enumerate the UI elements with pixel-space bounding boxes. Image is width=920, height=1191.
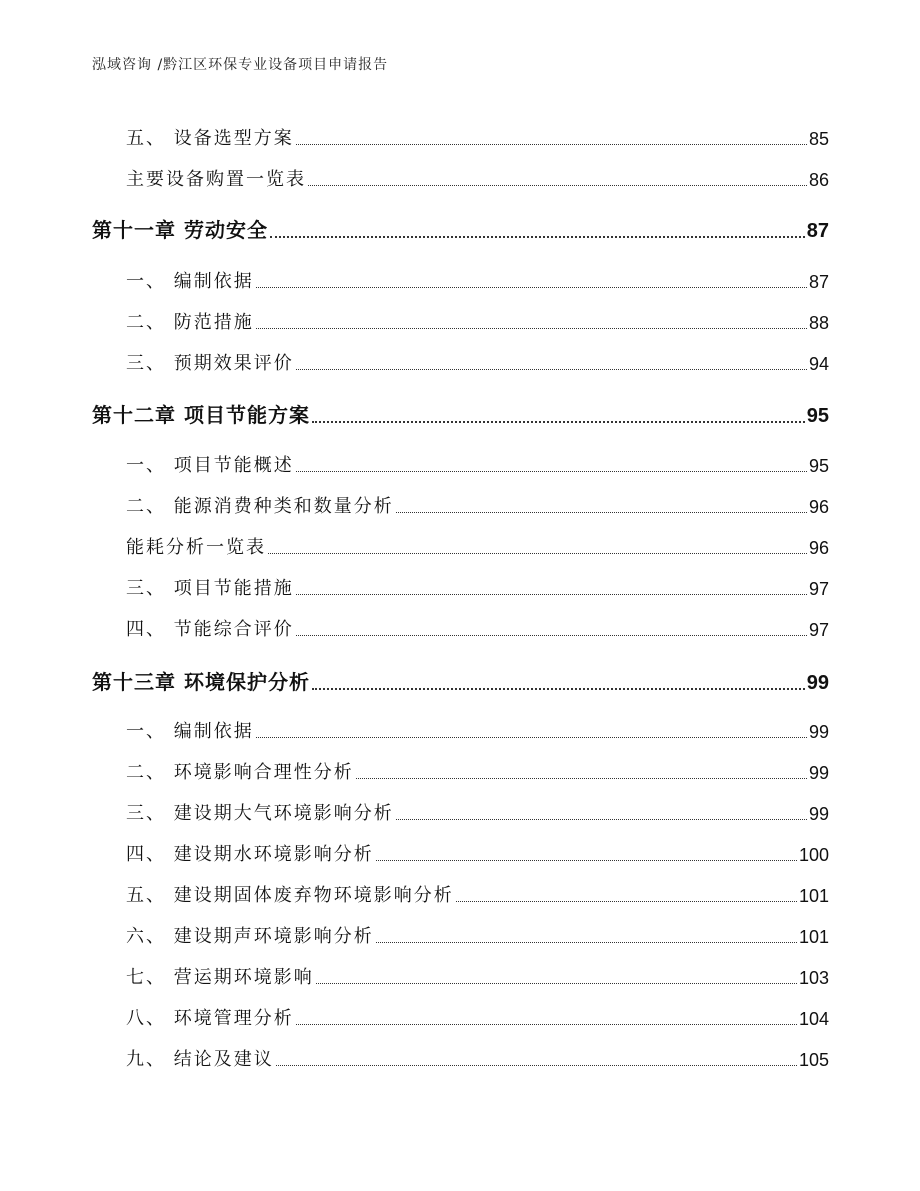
toc-entry-label: 六、 建设期声环境影响分析 xyxy=(126,926,374,947)
toc-leader-dots xyxy=(456,901,797,902)
toc-leader-dots xyxy=(270,236,805,238)
toc-leader-dots xyxy=(296,1024,797,1025)
toc-entry[interactable] xyxy=(126,492,829,518)
toc-entry[interactable] xyxy=(126,799,829,825)
toc-entry[interactable] xyxy=(126,349,829,375)
toc-leader-dots xyxy=(276,1065,797,1066)
toc-entry-page: 97 xyxy=(808,620,829,640)
toc-entry-label: 三、 项目节能措施 xyxy=(126,578,294,599)
toc-entry-page: 100 xyxy=(798,845,829,865)
toc-leader-dots xyxy=(256,737,807,738)
toc-entry-label: 四、 节能综合评价 xyxy=(126,619,294,640)
toc-leader-dots xyxy=(312,688,805,690)
toc-entry-page: 103 xyxy=(798,968,829,988)
toc-chapter-entry[interactable] xyxy=(92,214,829,243)
toc-entry[interactable] xyxy=(126,717,829,743)
toc-entry-label: 二、 能源消费种类和数量分析 xyxy=(126,496,394,517)
toc-entry-label: 四、 建设期水环境影响分析 xyxy=(126,844,374,865)
toc-entry-label: 五、 建设期固体废弃物环境影响分析 xyxy=(126,885,454,906)
toc-entry-label: 一、 项目节能概述 xyxy=(126,455,294,476)
toc-entry[interactable] xyxy=(126,451,829,477)
toc-leader-dots xyxy=(296,471,807,472)
toc-chapter-page: 87 xyxy=(806,220,829,242)
toc-entry[interactable] xyxy=(126,165,829,191)
toc-entry-label: 二、 环境影响合理性分析 xyxy=(126,762,354,783)
toc-chapter-page: 99 xyxy=(806,672,829,694)
toc-entry-page: 99 xyxy=(808,763,829,783)
toc-entry[interactable] xyxy=(126,963,829,989)
toc-leader-dots xyxy=(268,553,807,554)
toc-entry-label: 九、 结论及建议 xyxy=(126,1049,274,1070)
toc-entry-page: 86 xyxy=(808,170,829,190)
toc-leader-dots xyxy=(296,635,807,636)
toc-entry-page: 85 xyxy=(808,129,829,149)
toc-entry-label: 三、 预期效果评价 xyxy=(126,353,294,374)
toc-entry-page: 104 xyxy=(798,1009,829,1029)
toc-entry-page: 96 xyxy=(808,497,829,517)
toc-entry-page: 101 xyxy=(798,927,829,947)
toc-entry[interactable] xyxy=(126,615,829,641)
toc-chapter-label: 第十三章 环境保护分析 xyxy=(92,670,310,694)
toc-leader-dots xyxy=(296,144,807,145)
toc-entry[interactable] xyxy=(126,758,829,784)
toc-entry-page: 99 xyxy=(808,722,829,742)
toc-leader-dots xyxy=(312,421,805,423)
toc-entry-label: 一、 编制依据 xyxy=(126,721,254,742)
toc-entry-label: 五、 设备选型方案 xyxy=(126,128,294,149)
toc-entry-page: 101 xyxy=(798,886,829,906)
toc-leader-dots xyxy=(376,860,797,861)
toc-entry[interactable] xyxy=(126,922,829,948)
toc-entry[interactable] xyxy=(126,1004,829,1030)
toc-entry-label: 七、 营运期环境影响 xyxy=(126,967,314,988)
toc-entry-label: 二、 防范措施 xyxy=(126,312,254,333)
toc-entry[interactable] xyxy=(126,533,829,559)
toc-leader-dots xyxy=(356,778,807,779)
toc-leader-dots xyxy=(296,594,807,595)
toc-entry-label: 八、 环境管理分析 xyxy=(126,1008,294,1029)
toc-chapter-page: 95 xyxy=(806,405,829,427)
toc-leader-dots xyxy=(316,983,797,984)
toc-entry[interactable] xyxy=(126,308,829,334)
toc-leader-dots xyxy=(256,328,807,329)
toc-leader-dots xyxy=(396,819,807,820)
toc-entry[interactable] xyxy=(126,840,829,866)
toc-entry-page: 105 xyxy=(798,1050,829,1070)
toc-entry-page: 97 xyxy=(808,579,829,599)
running-header: 泓域咨询 /黔江区环保专业设备项目申请报告 xyxy=(92,57,389,73)
toc-leader-dots xyxy=(376,942,797,943)
toc-leader-dots xyxy=(256,287,807,288)
toc-entry-label: 一、 编制依据 xyxy=(126,271,254,292)
toc-entry[interactable] xyxy=(126,124,829,150)
toc-entry-page: 88 xyxy=(808,313,829,333)
toc-entry-label: 主要设备购置一览表 xyxy=(126,169,306,190)
toc-entry-page: 95 xyxy=(808,456,829,476)
toc-chapter-entry[interactable] xyxy=(92,399,829,428)
toc-entry-page: 96 xyxy=(808,538,829,558)
toc-leader-dots xyxy=(396,512,807,513)
toc-leader-dots xyxy=(308,185,807,186)
toc-entry[interactable] xyxy=(126,574,829,600)
toc-entry[interactable] xyxy=(126,267,829,293)
toc-entry-label: 能耗分析一览表 xyxy=(126,537,266,558)
toc-chapter-entry[interactable] xyxy=(92,666,829,695)
toc-entry[interactable] xyxy=(126,881,829,907)
toc-entry-page: 94 xyxy=(808,354,829,374)
toc-entry-page: 99 xyxy=(808,804,829,824)
toc-entry[interactable] xyxy=(126,1045,829,1071)
toc-entry-page: 87 xyxy=(808,272,829,292)
toc-chapter-label: 第十一章 劳动安全 xyxy=(92,218,268,242)
toc-entry-label: 三、 建设期大气环境影响分析 xyxy=(126,803,394,824)
toc-chapter-label: 第十二章 项目节能方案 xyxy=(92,403,310,427)
toc-leader-dots xyxy=(296,369,807,370)
